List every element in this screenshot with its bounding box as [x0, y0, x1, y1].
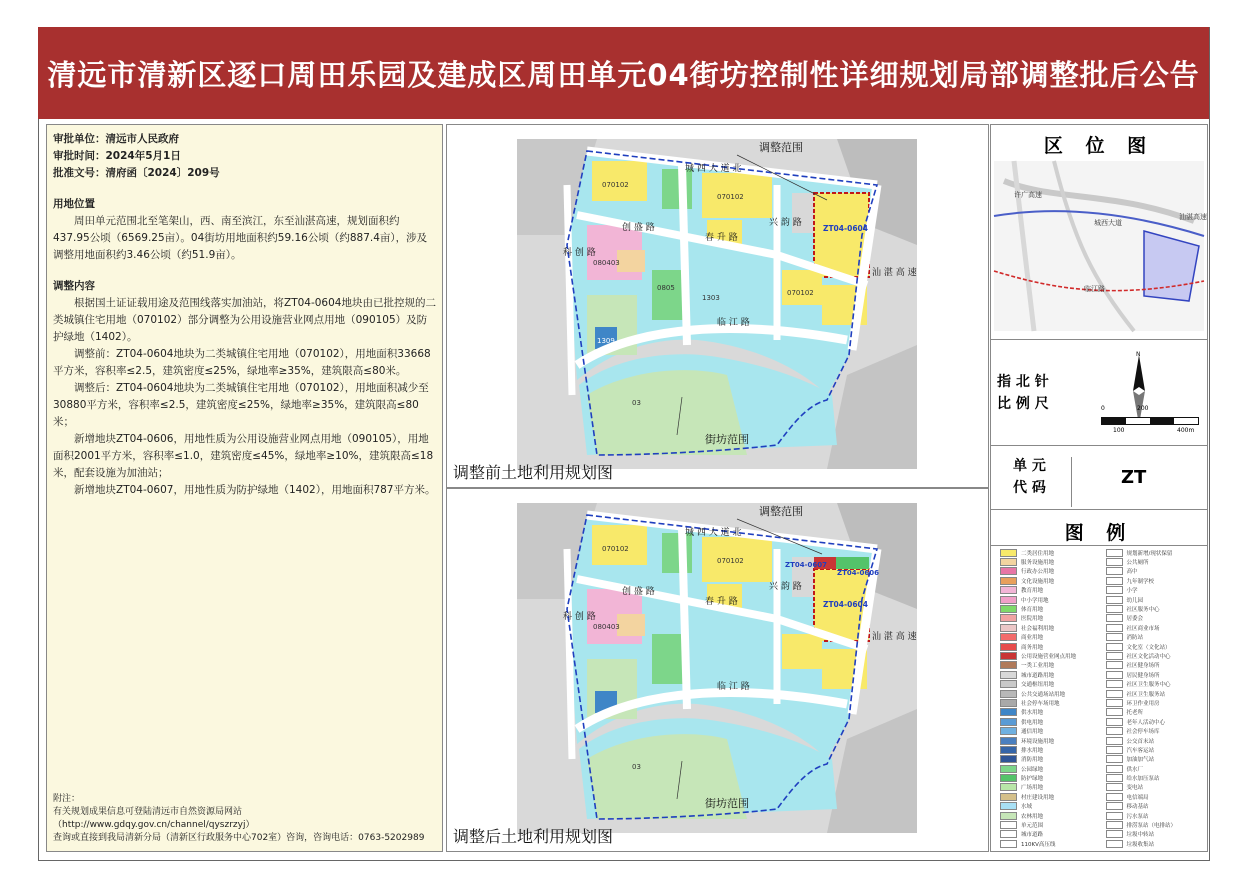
- legend-label: 社会停车场用地: [1021, 700, 1060, 707]
- legend-label: 文化室（文化站）: [1126, 644, 1171, 651]
- legend-label: 给水加压泵站: [1126, 776, 1160, 783]
- legend-item: [1000, 783, 1100, 792]
- legend-label: 通信用地: [1021, 729, 1044, 736]
- unit-code-value: ZT: [1121, 467, 1147, 488]
- road-label: 汕 湛 高 速: [872, 632, 917, 642]
- legend-item: [1106, 698, 1206, 707]
- legend-label: 垃圾收集站: [1126, 841, 1155, 848]
- legend-item: [1106, 557, 1206, 566]
- legend-item: [1000, 633, 1100, 642]
- legend-item: [1106, 670, 1206, 679]
- legend-item: [1000, 670, 1100, 679]
- legend-swatch: [1106, 774, 1123, 782]
- legend-item: [1000, 595, 1100, 604]
- legend-swatch: [1000, 558, 1017, 566]
- legend-swatch: [1106, 793, 1123, 801]
- legend-label: 公共厕所: [1126, 560, 1149, 567]
- legend-label: 托老所: [1126, 710, 1144, 717]
- legend-item: [1106, 708, 1206, 717]
- legend-swatch: [1106, 614, 1123, 622]
- legend-swatch: [1000, 737, 1017, 745]
- road-label: 春 升 路: [705, 233, 738, 243]
- legend-swatch: [1000, 802, 1017, 810]
- legend-item: [1106, 604, 1206, 613]
- road-label: 临 江 路: [717, 318, 750, 328]
- parcel-code: 080403: [593, 259, 620, 267]
- legend-swatch: [1106, 652, 1123, 660]
- parcel-code: ZT04-0607: [785, 561, 827, 569]
- legend-label: 消防站: [1126, 635, 1144, 642]
- legend-item: [1000, 839, 1100, 848]
- legend-label: 水域: [1021, 804, 1033, 811]
- legend-swatch: [1106, 596, 1123, 604]
- legend-item: [1000, 820, 1100, 829]
- scale-tick: 200: [1137, 405, 1149, 412]
- legend-item: [1106, 736, 1206, 745]
- road-label: 兴 韵 路: [769, 218, 802, 228]
- legend-item: [1000, 802, 1100, 811]
- legend-swatch: [1106, 783, 1123, 791]
- road-label: 创 盛 路: [622, 223, 655, 233]
- road-label: 兴 韵 路: [769, 582, 802, 592]
- content-paragraph: 新增地块ZT04-0606，用地性质为公用设施营业网点用地（090105），用地面积2001平方米，容积率≤1.0，建筑密度≤45%，绿地率≥10%，建筑限高≤18米，配套设施为加油站；: [53, 433, 434, 479]
- legend-label: 环境设施用地: [1021, 738, 1055, 745]
- road-label: 临 江 路: [717, 682, 750, 692]
- legend-swatch: [1000, 671, 1017, 679]
- legend-label: 社会福利用地: [1021, 625, 1055, 632]
- legend-item: [1106, 726, 1206, 735]
- notes-line: 查询或直接到我局清新分局（清新区行政服务中心702室）咨询，咨询电话：0763-5202989: [53, 833, 425, 843]
- content-paragraph: 调整前：ZT04-0604地块为二类城镇住宅用地（070102），用地面积33668平方米，容积率≤2.5，建筑密度≤25%，绿地率≥35%，建筑限高≤80米。: [53, 348, 431, 377]
- scale-bar: [1101, 417, 1199, 425]
- legend-label: 公用设施营业网点用地: [1021, 653, 1077, 660]
- legend-item: [1106, 830, 1206, 839]
- legend-item: [1106, 783, 1206, 792]
- legend-item: [1106, 614, 1206, 623]
- legend-item: [1000, 792, 1100, 801]
- legend-swatch: [1000, 690, 1017, 698]
- legend-swatch: [1106, 549, 1123, 557]
- legend-label: 一类工业用地: [1021, 663, 1055, 670]
- legend-swatch: [1106, 671, 1123, 679]
- parcel-code: 070102: [602, 545, 629, 553]
- legend-swatch: [1106, 737, 1123, 745]
- legend-label: 移动基站: [1126, 804, 1149, 811]
- road-label: 科 创 路: [563, 248, 596, 258]
- legend-item: [1000, 726, 1100, 735]
- legend-item: [1106, 651, 1206, 660]
- legend-swatch: [1000, 840, 1017, 848]
- legend-label: 消防用地: [1021, 757, 1044, 764]
- legend-item: [1106, 642, 1206, 651]
- legend-label: 文化设施用地: [1021, 578, 1055, 585]
- legend-swatch: [1106, 577, 1123, 585]
- map-after: [447, 489, 990, 853]
- legend-item: [1106, 839, 1206, 848]
- road-label: 城 西 大 道 北: [685, 528, 742, 538]
- legend-label: 农林用地: [1021, 813, 1044, 820]
- legend-label: 供电用地: [1021, 719, 1044, 726]
- parcel-code: 1303: [702, 294, 720, 302]
- content-heading: 调整内容: [53, 280, 95, 292]
- legend-item: [1000, 745, 1100, 754]
- legend-item: [1000, 736, 1100, 745]
- legend-swatch: [1000, 765, 1017, 773]
- legend-swatch: [1106, 605, 1123, 613]
- legend-label: 社区健身场所: [1126, 663, 1160, 670]
- location-map: [994, 161, 1207, 331]
- legend-label: 公交首末站: [1126, 738, 1155, 745]
- location-map-title: 区 位 图: [1043, 135, 1155, 157]
- legend-item: [1000, 689, 1100, 698]
- north-scale-title: 指 北 针 比 例 尺: [997, 374, 1049, 412]
- legend-item: [1000, 651, 1100, 660]
- legend-label: 九年制学校: [1126, 578, 1155, 585]
- legend-item: [1106, 755, 1206, 764]
- legend-swatch: [1000, 812, 1017, 820]
- map-label: 许广高速: [1014, 191, 1042, 199]
- legend-swatch: [1106, 812, 1123, 820]
- legend-swatch: [1000, 624, 1017, 632]
- legend-item: [1106, 764, 1206, 773]
- parcel-code: ZT04-0604: [823, 600, 868, 609]
- map-after-caption: 调整后土地利用规划图: [453, 827, 614, 846]
- legend-swatch: [1000, 661, 1017, 669]
- legend-item: [1106, 745, 1206, 754]
- legend-item: [1106, 717, 1206, 726]
- legend-label: 居民健身场所: [1126, 672, 1160, 679]
- legend-label: 老年人活动中心: [1126, 719, 1166, 726]
- legend-label: 城市道路用地: [1021, 672, 1055, 679]
- legend-swatch: [1000, 605, 1017, 613]
- map-before-caption: 调整前土地利用规划图: [453, 463, 614, 482]
- legend-swatch: [1106, 680, 1123, 688]
- legend-item: [1000, 576, 1100, 585]
- page-title: 清远市清新区逐口周田乐园及建成区周田单元04街坊控制性详细规划局部调整批后公告: [38, 27, 1209, 119]
- legend-item: [1000, 830, 1100, 839]
- legend-label: 广场用地: [1021, 785, 1044, 792]
- legend-swatch: [1000, 727, 1017, 735]
- legend-item: [1106, 661, 1206, 670]
- legend-title: 图 例: [1064, 522, 1134, 544]
- map-before-panel: [446, 124, 989, 488]
- legend-label: 社区卫生服务中心: [1126, 682, 1171, 689]
- legend-item: [1106, 586, 1206, 595]
- parcel-code: 070102: [602, 181, 629, 189]
- legend-swatch: [1106, 755, 1123, 763]
- map-label: 临江路: [1084, 285, 1105, 293]
- legend-label: 单元范围: [1021, 823, 1044, 830]
- legend-item: [1000, 708, 1100, 717]
- legend-label: 二类居住用地: [1021, 550, 1055, 557]
- legend-swatch: [1000, 708, 1017, 716]
- legend-item: [1000, 623, 1100, 632]
- legend-label: 污水泵站: [1126, 813, 1149, 820]
- legend-item: [1000, 567, 1100, 576]
- legend-label: 社区商业市场: [1126, 625, 1160, 632]
- parcel-code: 1309: [597, 337, 615, 345]
- legend-item: [1106, 548, 1206, 557]
- legend-swatch: [1106, 830, 1123, 838]
- legend-item: [1000, 642, 1100, 651]
- legend-label: 体育用地: [1021, 607, 1044, 614]
- legend-label: 社会停车场库: [1126, 729, 1160, 736]
- legend-label: 排水用地: [1021, 747, 1044, 754]
- legend-label: 幼儿园: [1126, 597, 1144, 604]
- legend-swatch: [1106, 802, 1123, 810]
- road-label: 创 盛 路: [622, 587, 655, 597]
- legend-label: 居委会: [1126, 616, 1144, 623]
- map-label: 城西大道: [1094, 219, 1122, 227]
- legend-label: 高中: [1126, 569, 1138, 576]
- legend-item: [1000, 548, 1100, 557]
- legend-item: [1000, 604, 1100, 613]
- legend-item: [1000, 773, 1100, 782]
- legend-swatch: [1000, 755, 1017, 763]
- legend-swatch: [1000, 830, 1017, 838]
- legend-swatch: [1106, 840, 1123, 848]
- legend-item: [1106, 792, 1206, 801]
- legend-item: [1000, 717, 1100, 726]
- legend-item: [1000, 661, 1100, 670]
- legend-swatch: [1000, 567, 1017, 575]
- legend-label: 教育用地: [1021, 588, 1044, 595]
- legend-item: [1106, 623, 1206, 632]
- legend-item: [1000, 679, 1100, 688]
- legend-item: [1106, 811, 1206, 820]
- approval-doc: 批准文号：清府函〔2024〕209号: [53, 167, 220, 179]
- scale-tick: 0: [1101, 405, 1105, 412]
- legend-item: [1106, 576, 1206, 585]
- legend-swatch: [1106, 746, 1123, 754]
- road-label: 春 升 路: [705, 597, 738, 607]
- legend-swatch: [1106, 708, 1123, 716]
- legend-label: 服务设施用地: [1021, 560, 1055, 567]
- legend: [1000, 548, 1205, 853]
- legend-item: [1000, 586, 1100, 595]
- road-label: 汕 湛 高 速: [872, 268, 917, 278]
- legend-label: 小学: [1126, 588, 1138, 595]
- block-label: 街坊范围: [705, 797, 749, 810]
- content-paragraph: 调整后：ZT04-0604地块为二类城镇住宅用地（070102），用地面积减少至30880平方米，容积率≤2.5，建筑密度≤25%，绿地率≥35%，建筑限高≤80米；: [53, 382, 429, 428]
- legend-label: 城市道路: [1021, 832, 1044, 839]
- legend-label: 电信端局: [1126, 794, 1149, 801]
- legend-item: [1000, 811, 1100, 820]
- legend-swatch: [1000, 783, 1017, 791]
- legend-item: [1106, 567, 1206, 576]
- legend-swatch: [1000, 774, 1017, 782]
- legend-swatch: [1000, 586, 1017, 594]
- legend-label: 交通枢纽用地: [1021, 682, 1055, 689]
- location-heading: 用地位置: [53, 198, 95, 210]
- legend-label: 环卫作业用房: [1126, 700, 1160, 707]
- legend-item: [1106, 633, 1206, 642]
- parcel-code: 070102: [717, 557, 744, 565]
- legend-swatch: [1000, 746, 1017, 754]
- parcel-code: 070102: [787, 289, 814, 297]
- legend-label: 商务用地: [1021, 644, 1044, 651]
- legend-swatch: [1106, 699, 1123, 707]
- legend-label: 防护绿地: [1021, 776, 1044, 783]
- legend-label: 社区卫生服务站: [1126, 691, 1166, 698]
- legend-label: 村庄建设用地: [1021, 794, 1055, 801]
- legend-swatch: [1000, 633, 1017, 641]
- legend-swatch: [1000, 680, 1017, 688]
- map-after-panel: [446, 488, 989, 852]
- legend-label: 社区服务中心: [1126, 607, 1160, 614]
- legend-label: 加油加气站: [1126, 757, 1155, 764]
- legend-item: [1106, 689, 1206, 698]
- legend-item: [1106, 679, 1206, 688]
- legend-item: [1000, 614, 1100, 623]
- approval-unit: 审批单位：清远市人民政府: [53, 133, 179, 145]
- legend-swatch: [1106, 586, 1123, 594]
- legend-label: 汽车客运站: [1126, 747, 1155, 754]
- parcel-code: ZT04-0606: [837, 569, 879, 577]
- legend-item: [1000, 698, 1100, 707]
- legend-swatch: [1000, 596, 1017, 604]
- road-label: 科 创 路: [563, 612, 596, 622]
- legend-swatch: [1106, 727, 1123, 735]
- legend-swatch: [1106, 567, 1123, 575]
- legend-swatch: [1106, 633, 1123, 641]
- legend-swatch: [1000, 643, 1017, 651]
- new-parcel-0607: [836, 557, 869, 569]
- legend-label: 排涝泵站（电排站）: [1126, 823, 1177, 830]
- scale-tick: 100: [1113, 427, 1125, 434]
- legend-label: 供水用地: [1021, 710, 1044, 717]
- legend-item: [1000, 755, 1100, 764]
- map-label: 汕湛高速: [1179, 213, 1207, 221]
- legend-swatch: [1000, 614, 1017, 622]
- parcel-code: ZT04-0604: [823, 224, 868, 233]
- text-panel: [46, 124, 443, 852]
- notes-heading: 附注：: [53, 794, 81, 804]
- legend-swatch: [1106, 643, 1123, 651]
- legend-label: 行政办公用地: [1021, 569, 1055, 576]
- map-before: [447, 125, 990, 489]
- legend-item: [1106, 773, 1206, 782]
- legend-swatch: [1106, 624, 1123, 632]
- legend-label: 商业用地: [1021, 635, 1044, 642]
- scope-label: 调整范围: [759, 505, 803, 518]
- legend-label: 110KV高压线: [1021, 841, 1056, 848]
- legend-swatch: [1000, 699, 1017, 707]
- legend-grid: [1000, 548, 1205, 849]
- legend-swatch: [1000, 652, 1017, 660]
- legend-swatch: [1000, 718, 1017, 726]
- legend-label: 规划新增/现状保留: [1126, 550, 1173, 557]
- legend-swatch: [1000, 821, 1017, 829]
- road-label: 城 西 大 道 北: [685, 164, 742, 174]
- legend-item: [1000, 764, 1100, 773]
- legend-swatch: [1000, 549, 1017, 557]
- legend-label: 社区文化活动中心: [1126, 653, 1171, 660]
- parcel-code: 080403: [593, 623, 620, 631]
- legend-swatch: [1106, 690, 1123, 698]
- legend-item: [1106, 595, 1206, 604]
- parcel-code: 03: [632, 399, 641, 407]
- legend-label: 供水厂: [1126, 766, 1144, 773]
- parcel-code: 070102: [717, 193, 744, 201]
- scale-tick: 400m: [1177, 427, 1195, 434]
- notes-line: 有关规划成果信息可登陆清远市自然资源局网站（http://www.gdqy.gov.cn/channel/qyszrzyj）: [53, 807, 255, 830]
- parcel-code: 0805: [657, 284, 675, 292]
- legend-label: 变电站: [1126, 785, 1144, 792]
- legend-swatch: [1106, 765, 1123, 773]
- approval-time: 审批时间：2024年5月1日: [53, 150, 181, 162]
- svg-text:N: N: [1136, 351, 1141, 358]
- legend-item: [1000, 557, 1100, 566]
- legend-label: 公共交通场站用地: [1021, 691, 1066, 698]
- legend-item: [1106, 820, 1206, 829]
- legend-swatch: [1000, 577, 1017, 585]
- legend-swatch: [1106, 558, 1123, 566]
- notes: [53, 793, 438, 845]
- legend-label: 垃圾中转站: [1126, 832, 1155, 839]
- legend-swatch: [1106, 821, 1123, 829]
- legend-item: [1106, 802, 1206, 811]
- parcel-code: 03: [632, 763, 641, 771]
- legend-swatch: [1106, 718, 1123, 726]
- legend-swatch: [1000, 793, 1017, 801]
- content-paragraph: 新增地块ZT04-0607，用地性质为防护绿地（1402），用地面积787平方米。: [74, 484, 436, 496]
- content-paragraph: 根据国土证证载用途及范围线落实加油站，将ZT04-0604地块由已批控规的二类城镇住宅用地（070102）部分调整为公用设施营业网点用地（090105）及防护绿地（1402）。: [53, 297, 436, 343]
- location-text: 周田单元范围北至笔架山，西、南至滨江，东至汕湛高速，规划面积约437.95公顷（6569.25亩）。04街坊用地面积约59.16公顷（约887.4亩），涉及调整用地面积约3.46公顷（约51.9亩）。: [53, 215, 428, 261]
- legend-label: 中小学用地: [1021, 597, 1049, 604]
- legend-label: 公园绿地: [1021, 766, 1044, 773]
- block-label: 街坊范围: [705, 433, 749, 446]
- scope-label: 调整范围: [759, 141, 803, 154]
- legend-label: 医院用地: [1021, 616, 1044, 623]
- unit-code-label: 单 元 代 码: [1013, 458, 1046, 496]
- legend-swatch: [1106, 661, 1123, 669]
